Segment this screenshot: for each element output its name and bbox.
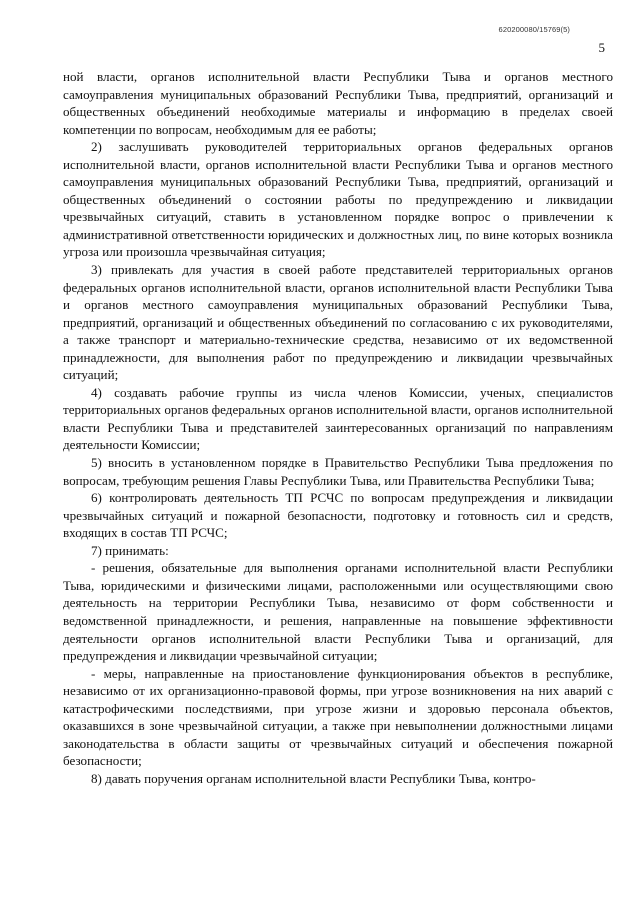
paragraph-item-5: 5) вносить в установленном порядке в Правительство Республики Тыва предложения по вопросам, требующим решения Главы Республики Тыва, или Правительства Республики Тыва;	[63, 455, 613, 488]
paragraph-item-7-measures: - меры, направленные на приостановление функционирования объектов в республике, независимо от их организационно-правовой формы, при угрозе возникновения на них аварий с катастрофическими последствиями, при угрозе жизни и здоровью персонала объектов, оказавшихся в зоне чрезвычайной ситуации, а также при невыполнении должностными лицами законодательства в области защиты от чрезвычайных ситуаций и обеспечения пожарной безопасности;	[63, 665, 613, 769]
paragraph-item-2: 2) заслушивать руководителей территориальных органов федеральных органов исполнительной власти, органов исполнительной власти Республики Тыва и органов местного самоуправления муниципальных образований Республики Тыва, предприятий, организаций и общественных объединений о состоянии работы по предупреждению и ликвидации чрезвычайных ситуаций, ставить в установленном порядке вопрос о привлечении к административной ответственности юридических и должностных лиц, по вине которых возникла угроза или произошла чрезвычайная ситуация;	[63, 139, 613, 260]
page-number: 5	[598, 40, 605, 55]
paragraph-item-6: 6) контролировать деятельность ТП РСЧС по вопросам предупреждения и ликвидации чрезвычайных ситуаций и пожарной безопасности, подготовку и готовность сил и средств, входящих в состав ТП РСЧС;	[63, 490, 613, 541]
document-body	[63, 68, 613, 787]
paragraph-item-8: 8) давать поручения органам исполнительной власти Республики Тыва, контро-	[91, 770, 536, 786]
document-registration-code: 620200080/15769(5)	[498, 25, 570, 34]
paragraph-item-3: 3) привлекать для участия в своей работе представителей территориальных органов федеральных органов исполнительной власти, органов исполнительной власти Республики Тыва и органов местного самоуправления муниципальных образований Республики Тыва, предприятий, организаций и общественных объединений по согласованию с их руководителями, а также транспорт и материально-технические средства, независимо от их ведомственной принадлежности, для выполнения работ по предупреждению и ликвидации чрезвычайных ситуаций;	[63, 262, 613, 383]
paragraph-continuation: ной власти, органов исполнительной власти Республики Тыва и органов местного самоуправления муниципальных образований Республики Тыва, предприятий, организаций и общественных объединений необходимые материалы и информацию в пределах своей компетенции по вопросам, необходимым для ее работы;	[63, 69, 613, 137]
paragraph-item-4: 4) создавать рабочие группы из числа членов Комиссии, ученых, специалистов территориальных органов федеральных органов исполнительной власти, органов исполнительной власти Республики Тыва и представителей заинтересованных организаций по направлениям деятельности Комиссии;	[63, 384, 613, 453]
paragraph-item-7: 7) принимать:	[91, 542, 169, 558]
paragraph-item-7-decisions: - решения, обязательные для выполнения органами исполнительной власти Республики Тыва, юридическими и физическими лицами, расположенными или осуществляющими свою деятельность на территории Республики Тыва, независимо от форм собственности и ведомственной принадлежности, и решения, направленные на повышение эффективности деятельности органов исполнительной власти Республики Тыва и организаций, для предупреждения и ликвидации чрезвычайной ситуации;	[63, 560, 613, 664]
